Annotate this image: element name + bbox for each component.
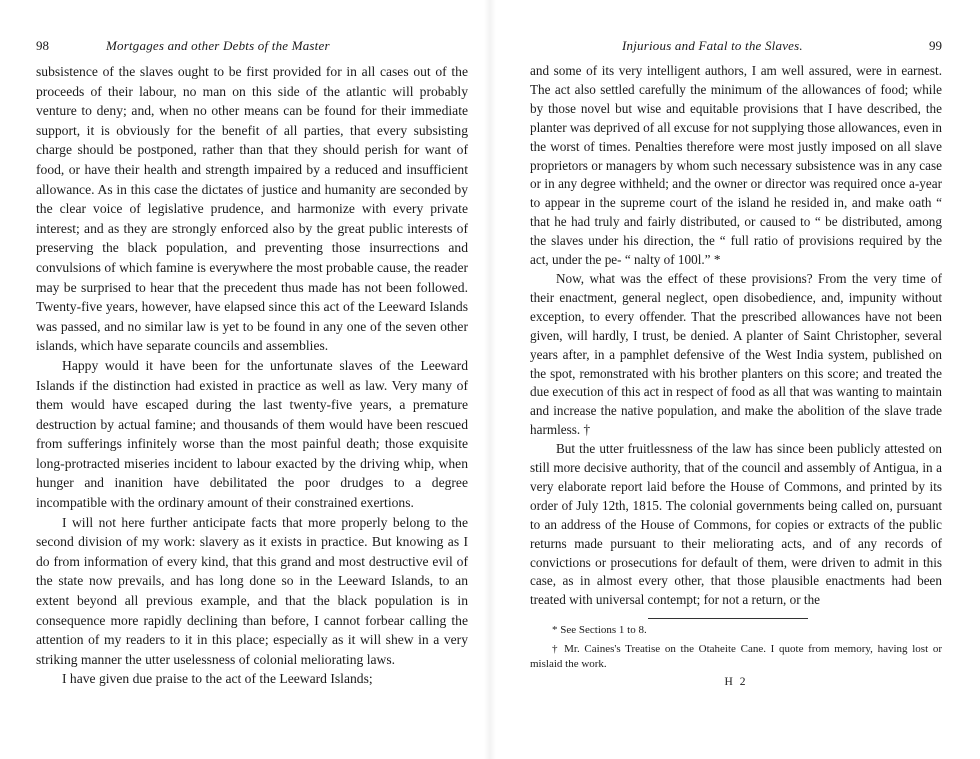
paragraph: I have given due praise to the act of the Leeward Islands; xyxy=(62,671,373,687)
running-head-right xyxy=(530,36,942,58)
right-page xyxy=(490,0,980,759)
paragraph: Now, what was the effect of these provisions? From the very time of their enactment, general neglect, open disobedience, and, impunity without exception, to every offender. That the prescribed allowances have not been given, will hardly, I trust, be denied. A planter of Saint Christopher, several years after, in a pamphlet defensive of the West India system, published on the spot, remonstrated with his brother planters on this score; and treated the due execution of this act in respect of food as all that was wanting to maintain and increase the native population, and make the abolition of the slave trade harmless. † xyxy=(530,270,942,438)
paragraph: and some of its very intelligent authors, I am well assured, were in earnest. The act also settled carefully the minimum of the allowances of food; while by those novel but wise and equitable provisions that I have described, the planter was deprived of all excuse for not supplying those allowances, even in the worst of times. Penalties therefore were most justly imposed on all slave proprietors or managers by whom such necessary subsistence was in any case or in any degree withheld; and the owner or director was required once a-year to appear in the supreme court of the island he resided in, and make oath “ that he had truly and fairly distributed, or caused to “ be distributed, among the slaves under his direction, the “ full ratio of provisions required by the act, under the pe- “ nalty of 100l.” * xyxy=(530,63,942,268)
paragraph: subsistence of the slaves ought to be first provided for in all cases out of the proceeds of their labour, no man on this side of the atlantic will probably venture to deny; and, when no other means can be found for their immediate support, it is obviously for the benefit of all parties, that every subsisting charge should be postponed, rather than that they should perish for want of food, or have their health and strength impaired by a reduced and insufficient allowance. As in this case the dictates of justice and humanity are seconded by the clear voice of legislative prudence, and harmonize with every private interest; and as they are strongly enforced also by the great public interests of preserving the black population, and preventing those insurrections and convulsions of which famine is everywhere the most probable cause, the reader may be surprised to hear that the precedent thus made has not been followed. Twenty-five years, however, have elapsed since this act of the Leeward Islands was passed, and no similar law is yet to be found in any one of the seven other islands, which have separate councils and assemblies. xyxy=(36,64,468,354)
running-head-left xyxy=(36,36,468,58)
footnote: * See Sections 1 to 8. xyxy=(552,624,647,637)
left-text-block xyxy=(36,62,468,689)
paragraph: I will not here further anticipate facts that more properly belong to the second division of my work: slavery as it exists in practice. But knowing as I do from information of every kind, that this grand and most destructive evil of the state now prevails, and has long done so in the Leeward Islands, to an extent beyond all previous example, and that the black population is in consequence more rapidly declining than before, I cannot forbear calling the attention of my readers to it in this place; especially as it will shew in a very striking manner the utter uselessness of colonial meliorating laws. xyxy=(36,514,468,667)
footnote: † Mr. Caines's Treatise on the Otaheite Cane. I quote from memory, having lost or mislaid the work. xyxy=(530,643,942,671)
signature-mark: H 2 xyxy=(724,676,748,689)
footnote-rule xyxy=(648,618,808,619)
paragraph: But the utter fruitlessness of the law has since been publicly attested on still more decisive authority, that of the council and assembly of Antigua, in a very elaborate report laid before the House of Commons, and printed by its order of July 12th, 1815. The colonial governments being called on, pursuant to an address of the House of Commons, for copies or extracts of the public returns made pursuant to their meliorating acts, and of any records of convictions or prosecutions for default of them, were driven to admit in this case, as in almost every other, that those plausible enactments had been treated with universal contempt; for not a return, or the xyxy=(530,441,942,608)
running-head-title-right: Injurious and Fatal to the Slaves. xyxy=(622,38,803,53)
right-text-block xyxy=(530,62,942,610)
running-head-title-left: Mortgages and other Debts of the Master xyxy=(106,38,330,53)
paragraph: Happy would it have been for the unfortunate slaves of the Leeward Islands if the distinction had existed in practice as well as law. Very many of them would have escaped during the last twenty-five years, a premature destruction by actual famine; and thousands of them would have been rescued from sufferings infinitely worse than the most painful death; those exquisite long-protracted miseries incident to labour exacted by the driving whip, when hunger and inanition have debilitated the poor drudges to a degree incompatible with the ordinary amount of their constrained exertions. xyxy=(36,357,468,511)
page-number-left: 98 xyxy=(36,38,49,53)
page-number-right: 99 xyxy=(929,38,942,53)
